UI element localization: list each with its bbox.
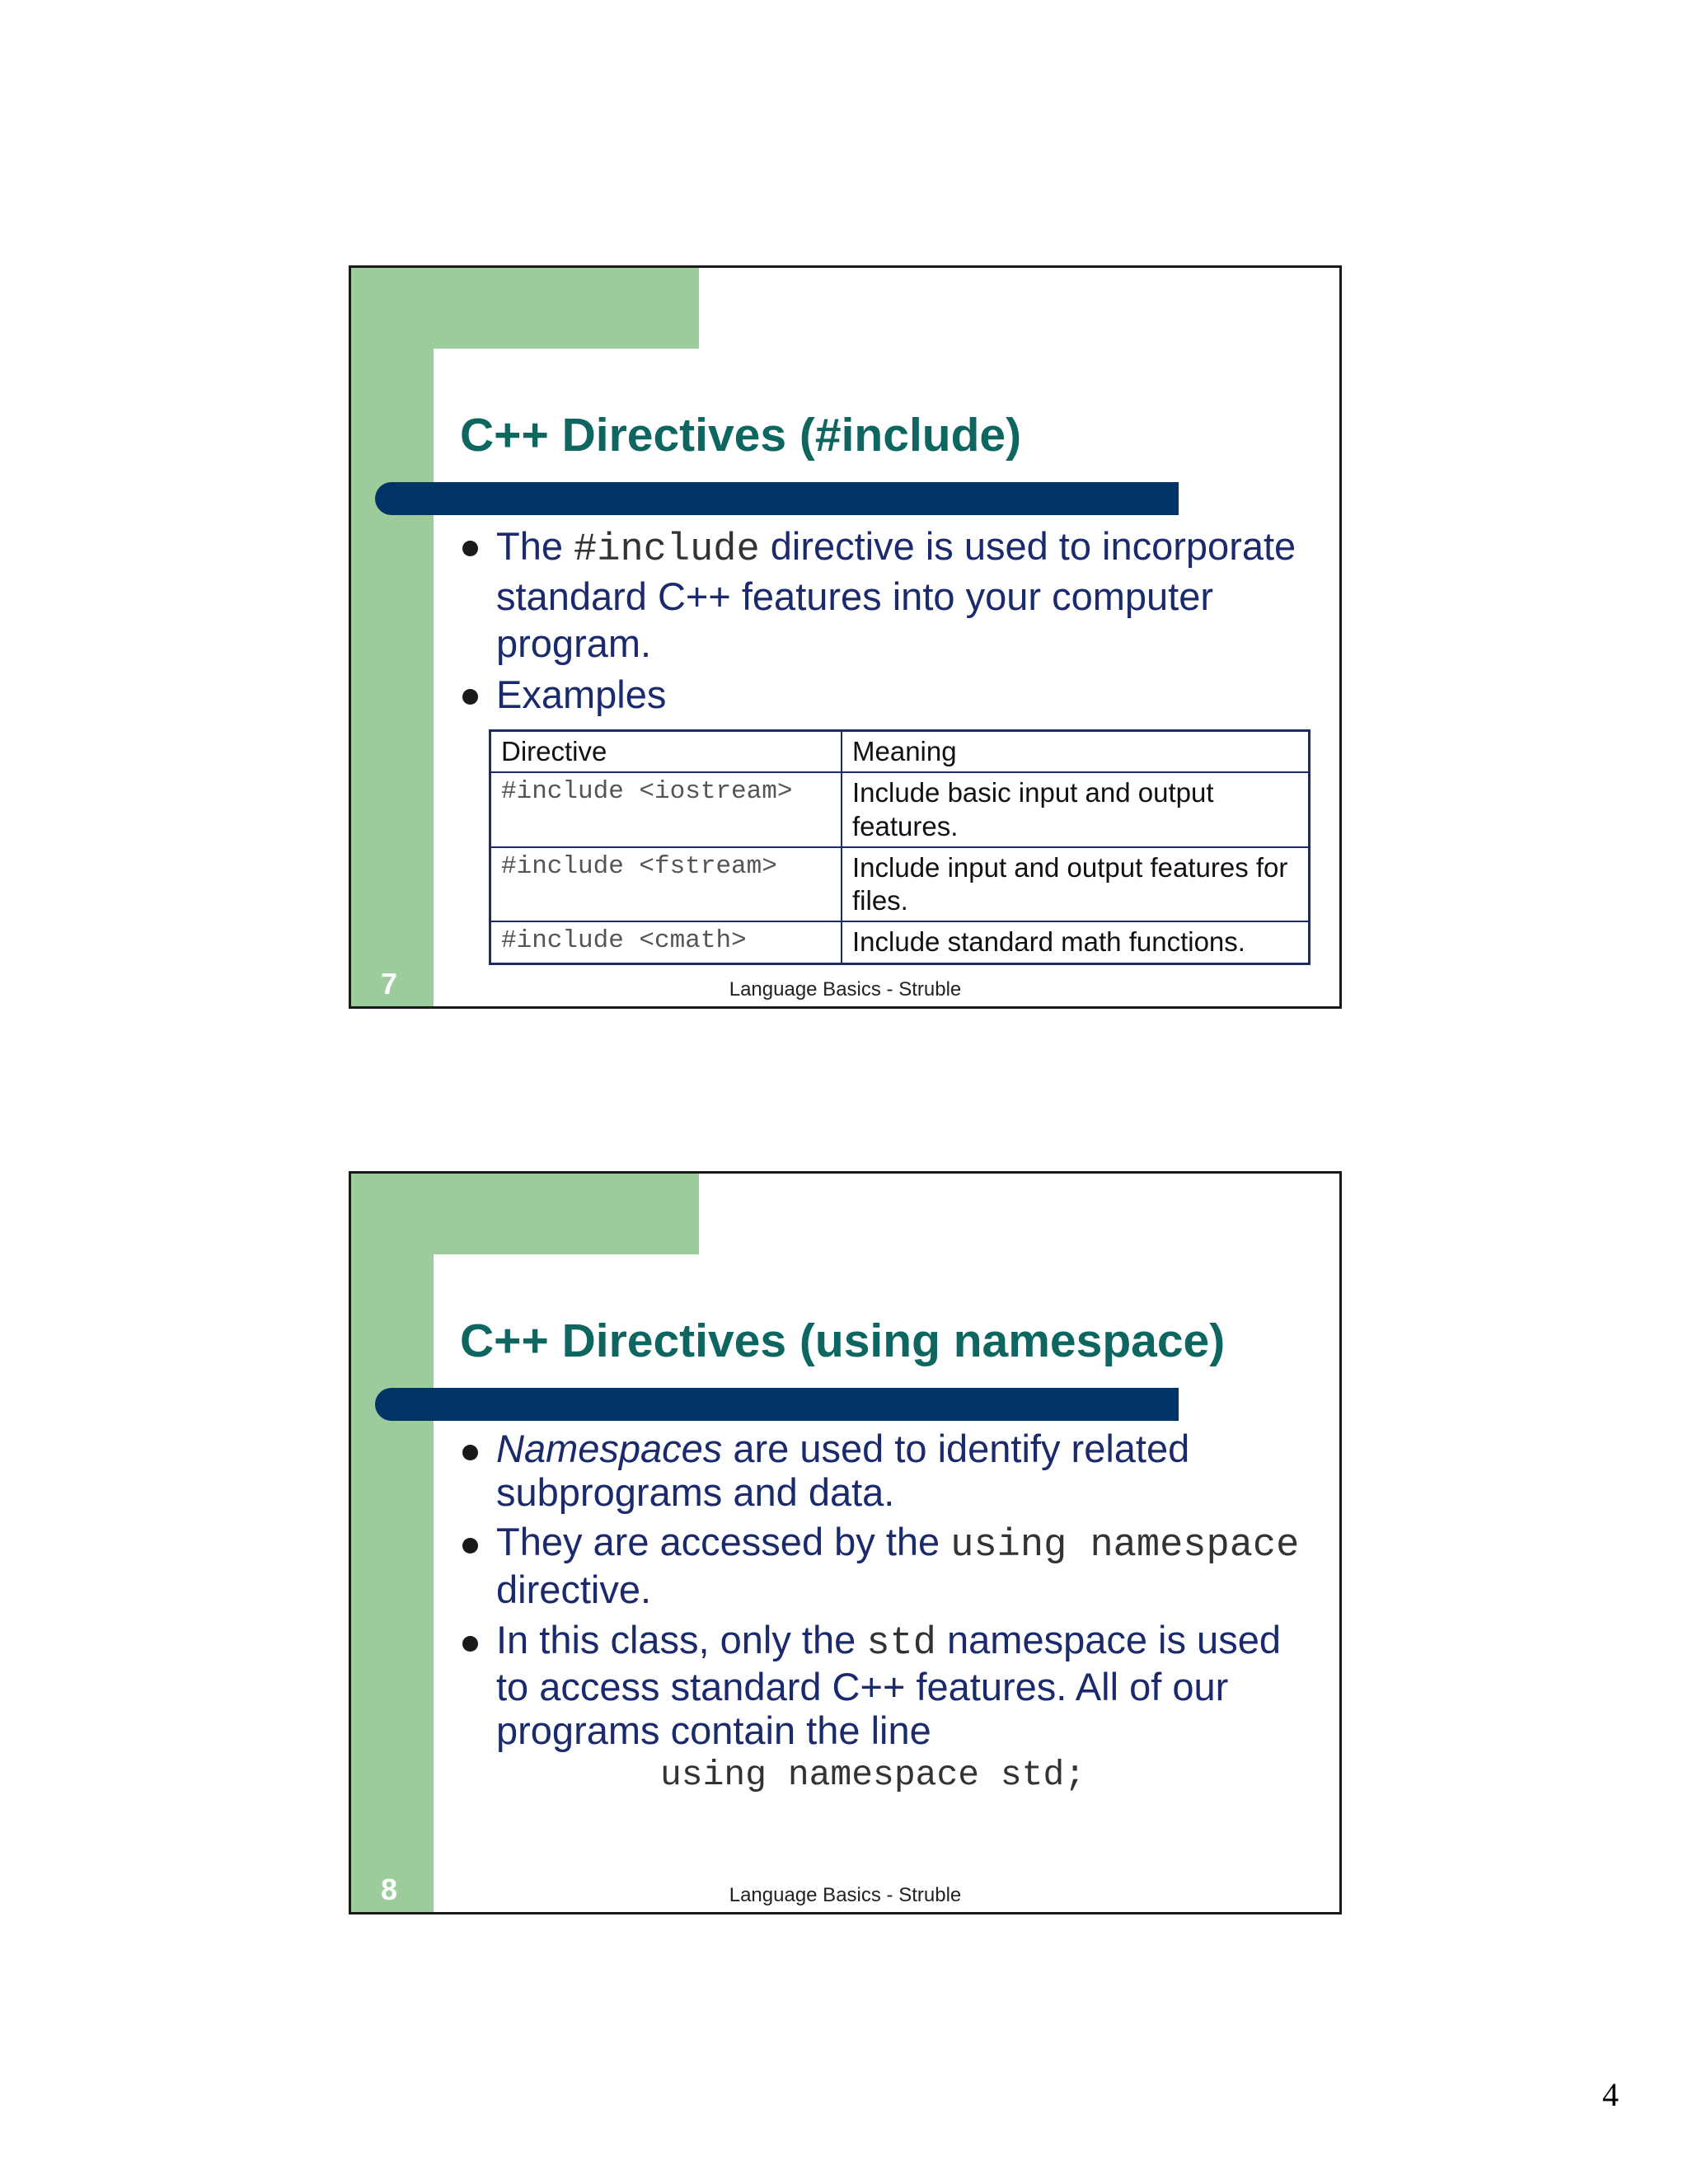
table-header-row [490,731,1310,773]
inline-code: #include [574,528,760,572]
slide-number: 7 [381,967,398,1001]
bullet-text: namespace is used to access standard C++ features. All of our programs contain the line [496,1617,1281,1752]
table-row [490,847,1310,922]
green-sidebar [351,1174,434,1912]
title-underline-bar [375,482,1179,515]
bullet-item [460,1521,1315,1611]
table-cell: Include input and output features for files. [842,847,1310,922]
table-header-cell: Meaning [842,731,1310,773]
bullet-dot-icon [462,1445,478,1460]
table-cell: #include <iostream> [490,772,842,847]
bullet-text: In this class, only the [496,1617,867,1661]
green-sidebar [351,268,434,1006]
table-cell: Include basic input and output features. [842,772,1310,847]
bullet-list [460,523,1315,719]
slide-number: 8 [381,1872,398,1906]
slide-8 [349,1171,1342,1915]
table-cell: #include <fstream> [490,847,842,922]
bullet-item [460,523,1315,667]
slide-7 [349,265,1342,1009]
table-cell: Include standard math functions. [842,921,1310,963]
bullet-dot-icon [462,689,478,705]
bullet-dot-icon [462,1538,478,1554]
inline-code: using namespace [950,1524,1300,1568]
table-row [490,772,1310,847]
slide-footer: Language Basics - Struble [729,1884,962,1906]
page-number: 4 [1602,2076,1619,2113]
table-cell: #include <cmath> [490,921,842,963]
bullet-text: Examples [496,673,667,717]
slide-title: C++ Directives (#include) [460,409,1022,462]
bullet-text: directive. [496,1567,652,1611]
bullet-text: directive is used to incorporate standard C++ features into your computer program. [496,524,1296,665]
bullet-dot-icon [462,541,478,556]
title-underline-bar [375,1388,1179,1421]
code-example: using namespace std; [660,1755,1086,1795]
green-top-band [351,268,699,349]
emphasized-term: Namespaces [496,1427,723,1470]
bullet-list [460,1427,1315,1759]
inline-code: std [866,1621,936,1666]
slide-title: C++ Directives (using namespace) [460,1315,1226,1367]
bullet-text: The [496,524,574,568]
bullet-item [460,672,1315,718]
green-top-band [351,1174,699,1254]
bullet-item [460,1619,1315,1753]
examples-table [489,729,1311,965]
table-row [490,921,1310,963]
bullet-item [460,1427,1315,1514]
slide-footer: Language Basics - Struble [729,978,962,1001]
table-header-cell: Directive [490,731,842,773]
bullet-text: They are accessed by the [496,1520,951,1564]
bullet-dot-icon [462,1636,478,1652]
bullet-text: are used to identify related subprograms and data. [496,1427,1190,1514]
